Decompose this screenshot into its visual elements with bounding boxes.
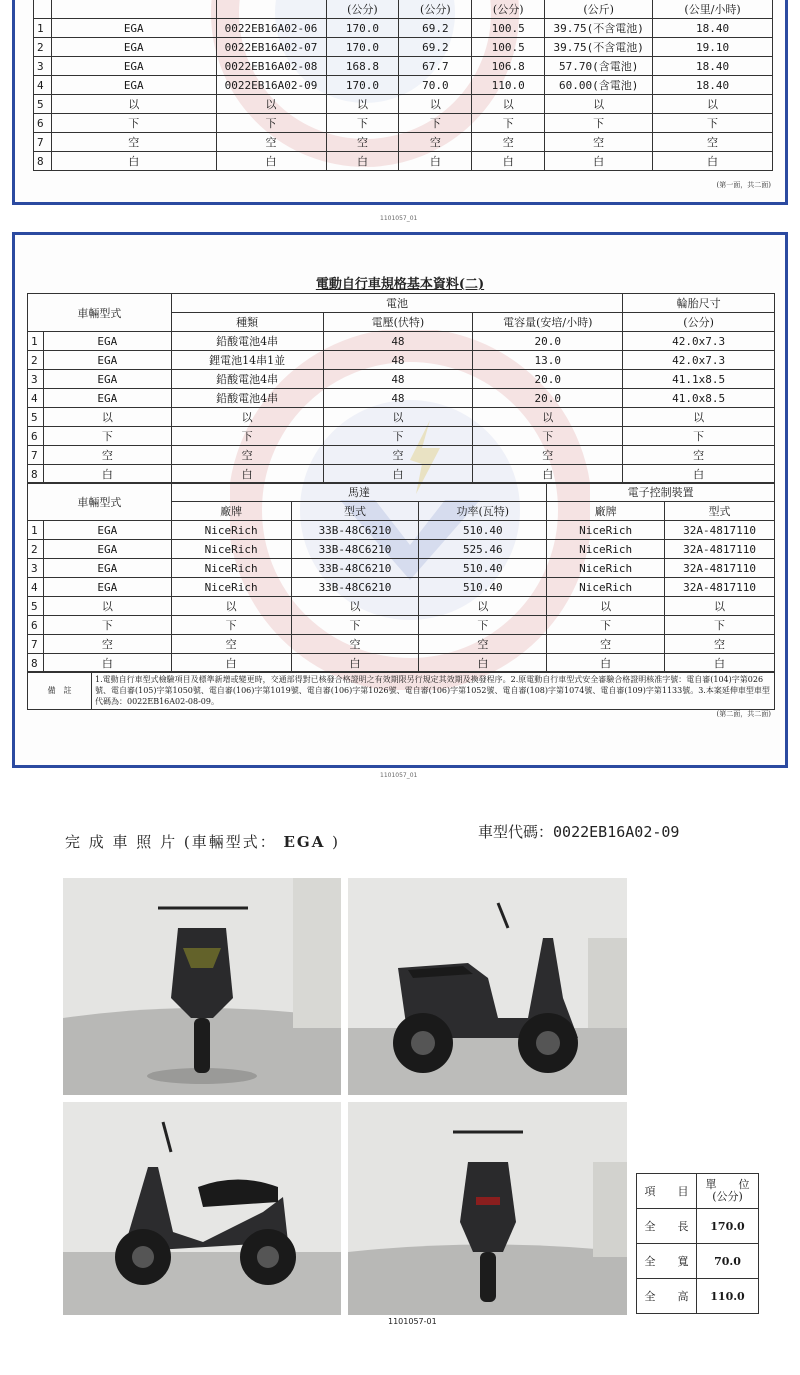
model-code [478,821,679,842]
cell-model: EGA [43,578,171,597]
blank-marker: 以 [171,408,323,427]
cell-cbrand: NiceRich [547,559,665,578]
blank-row [28,446,775,465]
cell-no: 8 [28,465,44,484]
blank-marker: 以 [291,597,419,616]
cell-model: EGA [43,370,171,389]
cell-width: 69.2 [399,38,472,57]
cell-voltage: 48 [323,351,473,370]
table-row [28,389,775,408]
blank-marker: 空 [51,133,216,152]
photo-section-title [65,831,340,852]
dimension-value: 70.0 [697,1244,759,1279]
speed-unit: (公里/小時) [653,0,773,19]
cell-type: 鉛酸電池4串 [171,332,323,351]
blank-marker: 空 [665,635,775,654]
blank-marker: 以 [43,597,171,616]
blank-row [34,133,773,152]
cell-model: EGA [43,540,171,559]
cell-no: 5 [34,95,52,114]
cell-power: 510.40 [419,578,547,597]
cell-model: EGA [51,38,216,57]
table-row [34,38,773,57]
cell-width: 69.2 [399,19,472,38]
blank-marker: 下 [171,427,323,446]
cell-no: 4 [28,389,44,408]
cell-power: 510.40 [419,521,547,540]
blank-marker: 以 [51,95,216,114]
cell-tire: 42.0x7.3 [623,332,775,351]
blank-marker: 下 [653,114,773,133]
voltage-header: 電壓(伏特) [323,313,473,332]
cell-no: 1 [28,332,44,351]
blank-marker: 空 [326,133,399,152]
photo-section [0,785,800,1375]
dimension-row [637,1279,759,1314]
photo-rear-view [348,1102,627,1315]
blank-row [28,597,775,616]
cell-cbrand: NiceRich [547,521,665,540]
cell-no: 4 [28,578,44,597]
cell-model: EGA [51,57,216,76]
cell-no: 8 [34,152,52,171]
cell-no: 2 [28,351,44,370]
cell-type: 鉛酸電池4串 [171,389,323,408]
cell-power: 525.46 [419,540,547,559]
cell-model: EGA [43,332,171,351]
motor-brand-header: 廠牌 [171,502,291,521]
blank-marker: 白 [326,152,399,171]
cell-capacity: 13.0 [473,351,623,370]
controller-type-header: 型式 [665,502,775,521]
table-row [28,559,775,578]
width-unit: (公分) [399,0,472,19]
cell-length: 170.0 [326,19,399,38]
blank-marker: 以 [216,95,326,114]
blank-marker: 以 [399,95,472,114]
blank-marker: 空 [43,446,171,465]
blank-row [34,152,773,171]
blank-marker: 下 [51,114,216,133]
cell-no: 7 [28,446,44,465]
spec-page-2 [12,232,788,768]
battery-type-header: 種類 [171,313,323,332]
blank-row [34,95,773,114]
photo-front-view [63,878,341,1095]
table-row [28,351,775,370]
blank-row [28,465,775,484]
cell-no: 5 [28,597,44,616]
blank-marker: 白 [545,152,653,171]
table-row [28,540,775,559]
cell-code: 0022EB16A02-06 [216,19,326,38]
blank-marker: 空 [171,635,291,654]
blank-marker: 以 [419,597,547,616]
cell-brand: NiceRich [171,559,291,578]
spec-page-1 [12,0,788,205]
page-stamp: 1101057_01 [380,215,418,222]
blank-marker: 以 [171,597,291,616]
cell-no: 6 [28,616,44,635]
blank-marker: 下 [547,616,665,635]
blank-marker: 白 [473,465,623,484]
cell-speed: 18.40 [653,57,773,76]
dimension-label: 全 長 [637,1209,697,1244]
blank-marker: 白 [665,654,775,673]
tire-unit: (公分) [623,313,775,332]
cell-no: 6 [28,427,44,446]
scooter-rear-image [348,1102,627,1315]
blank-marker: 白 [419,654,547,673]
cell-no: 8 [28,654,44,673]
cell-no: 2 [34,38,52,57]
blank-marker: 空 [623,446,775,465]
blank-marker: 空 [323,446,473,465]
motor-type-header: 型式 [291,502,419,521]
units-row [34,0,773,19]
cell-brand: NiceRich [171,540,291,559]
cell-length: 168.8 [326,57,399,76]
cell-ctype: 32A-4817110 [665,540,775,559]
cell-no: 1 [34,19,52,38]
cell-ctype: 32A-4817110 [665,578,775,597]
cell-weight: 39.75(不含電池) [545,38,653,57]
dimension-row [637,1244,759,1279]
unit-value: (公分) [712,1190,743,1203]
blank-marker: 白 [653,152,773,171]
dimension-value: 170.0 [697,1209,759,1244]
cell-type: 33B-48C6210 [291,559,419,578]
blank-marker: 白 [291,654,419,673]
blank-marker: 白 [216,152,326,171]
blank-marker: 白 [323,465,473,484]
note-text: 1.電動自行車型式檢驗項目及標準新增或變更時，交通部得對已核發合格證明之有效期限另行規定其效期及換發程序。2.原電動自行車型式安全審驗合格證明核准字號：電自審(104)字第026號、電自審(105)字第1050號、電自審(106)字第1019號、電自審(106)字第1026號、電自審(106)字第1052號、電自審(108)字第1074號、電自審(109)字第1133號。3.本案延伸車型車型代碼為：0022EB16A02-08-09。 [92,672,775,710]
cell-cbrand: NiceRich [547,578,665,597]
length-unit: (公分) [326,0,399,19]
photo-right-side-view [348,878,627,1095]
controller-brand-header: 廠牌 [547,502,665,521]
cell-no: 7 [34,133,52,152]
cell-cbrand: NiceRich [547,540,665,559]
cell-power: 510.40 [419,559,547,578]
blank-marker: 以 [323,408,473,427]
cell-speed: 18.40 [653,19,773,38]
cell-model: EGA [43,559,171,578]
blank-marker: 空 [43,635,171,654]
blank-marker: 空 [419,635,547,654]
cell-brand: NiceRich [171,578,291,597]
scooter-front-image [63,878,341,1095]
motor-header: 馬達 [171,483,546,502]
blank-marker: 以 [43,408,171,427]
cell-capacity: 20.0 [473,389,623,408]
cell-model: EGA [43,521,171,540]
blank-marker: 白 [43,465,171,484]
controller-header: 電子控制裝置 [547,483,775,502]
battery-table [27,293,775,484]
cell-code: 0022EB16A02-07 [216,38,326,57]
blank-marker: 下 [216,114,326,133]
cell-ctype: 32A-4817110 [665,559,775,578]
table-row [34,76,773,95]
model-code-value: 0022EB16A02-09 [553,823,680,841]
weight-unit: (公斤) [545,0,653,19]
blank-marker: 以 [665,597,775,616]
blank-marker: 空 [653,133,773,152]
cell-type: 33B-48C6210 [291,540,419,559]
blank-marker: 以 [545,95,653,114]
cell-no: 6 [34,114,52,133]
blank-marker: 白 [43,654,171,673]
table-row [28,521,775,540]
cell-speed: 19.10 [653,38,773,57]
photo-title-label: 完 成 車 照 片 (車輛型式： [65,833,277,851]
power-header: 功率(瓦特) [419,502,547,521]
cell-speed: 18.40 [653,76,773,95]
model-header: 車輛型式 [28,294,172,332]
unit-header [697,1174,759,1209]
cell-model: EGA [43,351,171,370]
photo-title-model: EGA [283,833,326,851]
blank-marker: 下 [545,114,653,133]
blank-marker: 下 [43,427,171,446]
motor-table [27,482,775,673]
cell-model: EGA [43,389,171,408]
blank-marker: 以 [653,95,773,114]
blank-marker: 下 [473,427,623,446]
item-header: 項 目 [637,1174,697,1209]
blank-marker: 下 [419,616,547,635]
cell-tire: 41.0x8.5 [623,389,775,408]
photo-title-close: ) [332,833,341,851]
cell-no: 3 [34,57,52,76]
cell-width: 70.0 [399,76,472,95]
table-row [28,370,775,389]
cell-no: 3 [28,370,44,389]
page-stamp: 1101057_01 [380,772,418,779]
doc-title: 電動自行車規格基本資料(二) [315,277,485,292]
unit-header-label: 單 位 [705,1178,750,1191]
cell-no: 7 [28,635,44,654]
blank-row [34,114,773,133]
table-row [34,19,773,38]
blank-marker: 空 [291,635,419,654]
cell-voltage: 48 [323,332,473,351]
notes-table [27,671,775,710]
cell-no: 3 [28,559,44,578]
photo-id: 1101057-01 [388,1317,437,1326]
blank-marker: 下 [623,427,775,446]
blank-marker: 以 [623,408,775,427]
cell-weight: 39.75(不含電池) [545,19,653,38]
cell-height: 100.5 [472,38,545,57]
cell-height: 106.8 [472,57,545,76]
blank-row [28,616,775,635]
blank-marker: 白 [547,654,665,673]
blank-marker: 下 [326,114,399,133]
blank-marker: 白 [171,465,323,484]
cell-tire: 42.0x7.3 [623,351,775,370]
page-footer: (第一面，共二面) [716,181,771,189]
cell-length: 170.0 [326,38,399,57]
cell-no: 5 [28,408,44,427]
blank-marker: 下 [323,427,473,446]
blank-marker: 空 [545,133,653,152]
blank-marker: 下 [472,114,545,133]
cell-type: 33B-48C6210 [291,578,419,597]
cell-code: 0022EB16A02-09 [216,76,326,95]
blank-marker: 以 [473,408,623,427]
blank-marker: 空 [216,133,326,152]
cell-capacity: 20.0 [473,370,623,389]
blank-marker: 下 [171,616,291,635]
table-row [28,332,775,351]
blank-marker: 以 [326,95,399,114]
battery-header: 電池 [171,294,622,313]
cell-capacity: 20.0 [473,332,623,351]
blank-marker: 下 [665,616,775,635]
cell-height: 110.0 [472,76,545,95]
cell-tire: 41.1x8.5 [623,370,775,389]
cell-voltage: 48 [323,389,473,408]
blank-row [28,427,775,446]
spec-table-1 [33,0,773,171]
cell-voltage: 48 [323,370,473,389]
dimensions-table [636,1173,759,1314]
blank-marker: 白 [51,152,216,171]
cell-ctype: 32A-4817110 [665,521,775,540]
blank-marker: 白 [623,465,775,484]
capacity-header: 電容量(安培/小時) [473,313,623,332]
scooter-right-side-image [348,878,627,1095]
height-unit: (公分) [472,0,545,19]
blank-marker: 空 [547,635,665,654]
cell-no: 1 [28,521,44,540]
cell-code: 0022EB16A02-08 [216,57,326,76]
blank-marker: 白 [171,654,291,673]
cell-width: 67.7 [399,57,472,76]
blank-marker: 白 [472,152,545,171]
cell-height: 100.5 [472,19,545,38]
blank-row [28,654,775,673]
table-row [28,578,775,597]
dimension-row [637,1209,759,1244]
cell-weight: 60.00(含電池) [545,76,653,95]
cell-no: 2 [28,540,44,559]
cell-model: EGA [51,76,216,95]
tire-header: 輪胎尺寸 [623,294,775,313]
scooter-left-side-image [63,1102,341,1315]
blank-marker: 以 [472,95,545,114]
blank-marker: 空 [171,446,323,465]
blank-marker: 下 [399,114,472,133]
cell-length: 170.0 [326,76,399,95]
photo-left-side-view [63,1102,341,1315]
cell-type: 鋰電池14串1並 [171,351,323,370]
blank-row [28,635,775,654]
blank-marker: 以 [547,597,665,616]
model-header: 車輛型式 [28,483,172,521]
blank-marker: 白 [399,152,472,171]
dimension-label: 全 高 [637,1279,697,1314]
cell-brand: NiceRich [171,521,291,540]
dimension-label: 全 寬 [637,1244,697,1279]
blank-row [28,408,775,427]
note-label: 備 註 [28,672,92,710]
cell-model: EGA [51,19,216,38]
model-code-label: 車型代碼： [478,823,554,841]
dimension-value: 110.0 [697,1279,759,1314]
cell-type: 33B-48C6210 [291,521,419,540]
blank-marker: 空 [399,133,472,152]
blank-marker: 下 [291,616,419,635]
cell-no: 4 [34,76,52,95]
blank-marker: 下 [43,616,171,635]
table-row [34,57,773,76]
blank-marker: 空 [473,446,623,465]
cell-weight: 57.70(含電池) [545,57,653,76]
blank-marker: 空 [472,133,545,152]
cell-type: 鉛酸電池4串 [171,370,323,389]
page-footer: (第二面，共二面) [716,710,771,718]
